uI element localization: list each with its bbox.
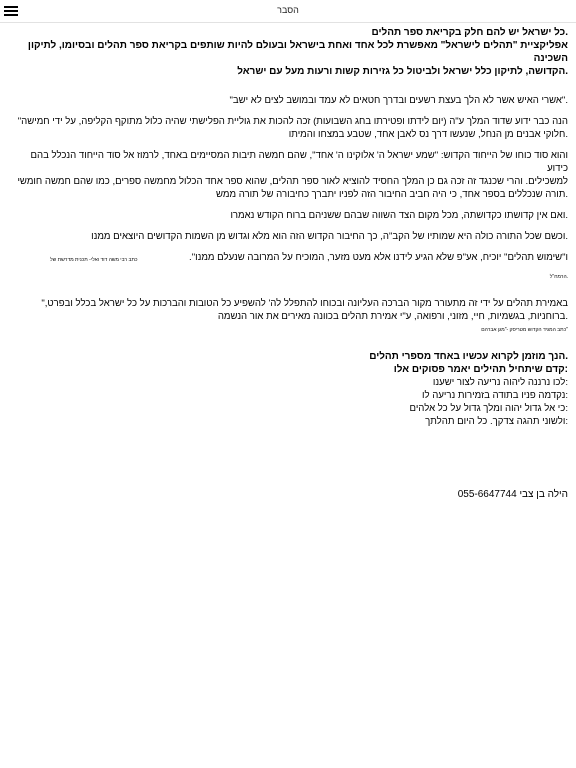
verse-3: :כי אל גדול יהוה ומלך גדול על כל אלהים — [409, 403, 568, 414]
holiness-paragraph: .ואם אין קדושתו כקדושתה, מכל מקום הצד השווה שבהם ששניהם ברוח הקודש נאמרו — [230, 210, 568, 221]
explanation-content — [8, 26, 568, 501]
invite-line-1: .הנך מוזמן לקרוא עכשיו באחד מספרי תהלים — [369, 351, 568, 362]
david-paragraph-line-1: הנה כבר ידוע שדוד המלך ע"ה (יום לידתו ופטירתו בחג השבועות) זכה להכות את גוליית הפלישתי שהיה כלול מתוקף הקליפה, על ידי חמישה" — [17, 116, 568, 127]
intro-line-2: אפליקציית "תהלים לישראל" מאפשרת לכל אחד ואחת בישראל ובעולם להיות שותפים בקריאת ספר תהלים ובסיומו, לתיקון השכינה — [27, 40, 568, 64]
verse-4: :ולשוני תהגה צדקך. כל היום תהלתך — [425, 416, 568, 427]
shimush-attribution-2: .הרמח"ל — [549, 274, 568, 280]
page-title: הסבר — [277, 5, 299, 15]
unity-paragraph-line-1: והוא סוד כוחו של הייחוד הקדוש: "שמע ישראל ה' אלוקינו ה' אחד", שהם חמשה תיבות המסיימים באחד, לרמוז אל סוד הייחוד הנכלל בהם כידוע — [30, 150, 568, 174]
shimush-paragraph: ו"שימוש תהלים" יוכיח, אע"פ שלא הגיע לידנו אלא מעט מזער, המוכיח על המרובה שנעלם ממנו". — [189, 252, 568, 263]
unity-paragraph-line-2: למשכילים. והרי שכנגד זה זכה גם כן המלך החסיד להוציא לאור ספר תהלים, שהוא ספר אחד הכלול מחמשה ספרים, כמו שהם חמשה חומשי — [17, 176, 568, 187]
intro-line-1: .כל ישראל יש להם חלק בקריאת ספר תהלים — [371, 27, 568, 38]
blessing-attribution: "כתב המגיד הקדוש מטריסק -"מגן אברהם — [481, 327, 568, 333]
contact-info: הילה בן צבי 055-6647744 — [457, 489, 568, 500]
blessing-line-2: .ברוחניות, בגשמיות, חיי, מזוני, ורפואה, ע"י אמירת תהלים בכוונה מאירים את אור הנשמה — [217, 311, 568, 322]
david-paragraph-line-2: .חלוקי אבנים מן הנחל, שנעשו דרך נס לאבן אחד, שטבע במצחו והמיתו — [288, 129, 568, 140]
psalm-quote: ."אשרי האיש אשר לא הלך בעצת רשעים ובדרך חטאים לא עמד ובמושב לצים לא ישב" — [229, 95, 568, 106]
unity-paragraph-line-3: .תורה שנכללים בספר אחד, כי היה חביב החיבור הזה לפניו יתברך כחיבורה של תורה ממש — [215, 189, 568, 200]
top-bar — [0, 0, 576, 23]
verse-2: :נקדמה פניו בתודה בזמירות נריעה לו — [422, 390, 568, 401]
intro-line-3: .הקדושה, לתיקון כלל ישראל ולביטול כל גזירות קשות ורעות מעל עם ישראל — [237, 66, 568, 77]
shimush-row — [8, 251, 568, 265]
blessing-line-1: באמירת תהלים על ידי זה מתעורר מקור הברכה העליונה ובכוחו להתפלל לה' להשפיע כל הטובות והברכות על כל ישראל בכלל ובפרט," — [41, 298, 568, 309]
invite-line-2: :קדם שיתחיל תהילים יאמר פסוקים אלו — [393, 364, 568, 375]
shimush-attribution: כתב רבי משה דוד ואלי- תכנית מדרשת של — [50, 257, 138, 263]
names-paragraph: .וכשם שכל התורה כולה היא שמותיו של הקב"ה, כך החיבור הקדוש הזה הוא מלא וגדוש מן השמות הקדושים היוצאים ממנו — [91, 231, 568, 242]
verse-1: :לכו נרננה ליהוה נריעה לצור ישענו — [432, 377, 568, 388]
